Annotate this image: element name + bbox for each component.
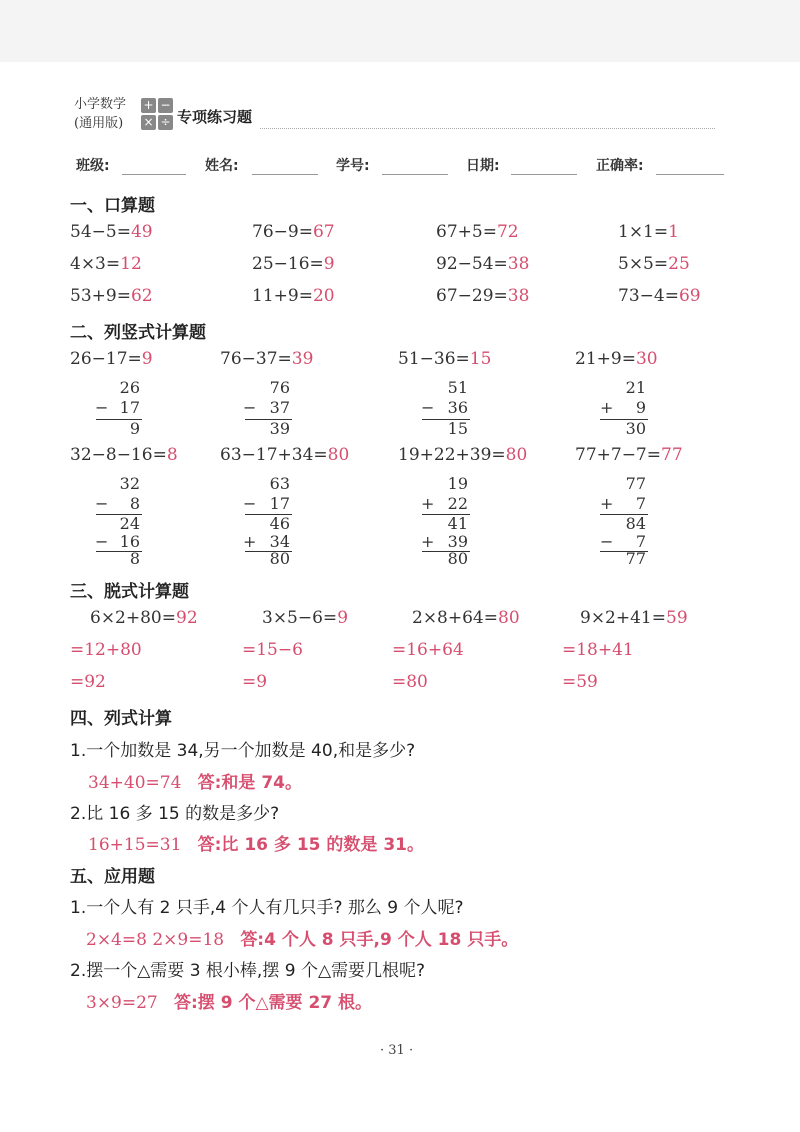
vertical-second: 8 bbox=[129, 494, 140, 513]
oral-item: 67−29=38 bbox=[436, 286, 530, 306]
stepwise-step: =18+41 bbox=[562, 640, 634, 660]
vertical-operator: − bbox=[600, 532, 614, 551]
oral-item: 76−9=67 bbox=[252, 222, 335, 242]
times-icon: × bbox=[141, 115, 156, 130]
accuracy-field[interactable] bbox=[656, 174, 724, 175]
oral-item: 25−16=9 bbox=[252, 254, 335, 274]
vertical-top: 76 bbox=[269, 378, 290, 397]
minus-icon: − bbox=[158, 98, 173, 113]
oral-item: 67+5=72 bbox=[436, 222, 519, 242]
vertical-result: 30 bbox=[625, 419, 646, 438]
oral-item: 53+9=62 bbox=[70, 286, 153, 306]
vertical-operator: − bbox=[95, 494, 109, 513]
operators-logo bbox=[141, 98, 173, 130]
vertical-third: 16 bbox=[119, 532, 140, 551]
equation-answer: 34+40=74 答:和是 74。 bbox=[88, 773, 302, 793]
vertical-equation: 76−37=39 bbox=[220, 349, 314, 369]
vertical-second: 7 bbox=[635, 494, 646, 513]
vertical-second: 36 bbox=[447, 398, 468, 417]
stepwise-step: =12+80 bbox=[70, 640, 142, 660]
equation-question: 1.一个加数是 34,另一个加数是 40,和是多少? bbox=[70, 741, 416, 761]
vertical-result: 8 bbox=[129, 549, 140, 568]
class-label: 班级: bbox=[76, 158, 110, 174]
vertical-operator: − bbox=[95, 532, 109, 551]
vertical-equation: 63−17+34=80 bbox=[220, 445, 350, 465]
section-oral: 一、口算题 bbox=[70, 196, 155, 216]
oral-item: 5×5=25 bbox=[618, 254, 690, 274]
subject-label: 小学数学 bbox=[74, 97, 127, 112]
section-vertical: 二、列竖式计算题 bbox=[70, 323, 206, 343]
equation-question: 2.比 16 多 15 的数是多少? bbox=[70, 804, 280, 824]
number-label: 学号: bbox=[336, 158, 370, 174]
stepwise-step: =16+64 bbox=[392, 640, 464, 660]
oral-item: 11+9=20 bbox=[252, 286, 335, 306]
section-word-problems: 五、应用题 bbox=[70, 867, 155, 887]
divide-icon: ÷ bbox=[158, 115, 173, 130]
vertical-equation: 21+9=30 bbox=[575, 349, 658, 369]
vertical-equation: 26−17=9 bbox=[70, 349, 153, 369]
vertical-result: 80 bbox=[447, 549, 468, 568]
vertical-top: 21 bbox=[625, 378, 646, 397]
number-field[interactable] bbox=[382, 174, 448, 175]
oral-item: 1×1=1 bbox=[618, 222, 679, 242]
word-answer: 2×4=8 2×9=18 答:4 个人 8 只手,9 个人 18 只手。 bbox=[86, 930, 519, 950]
vertical-partial: 24 bbox=[119, 514, 140, 533]
vertical-second: 9 bbox=[635, 398, 646, 417]
page-number: · 31 · bbox=[380, 1043, 414, 1058]
worksheet-title: 专项练习题 bbox=[177, 108, 253, 126]
vertical-operator: − bbox=[421, 398, 435, 417]
vertical-equation: 19+22+39=80 bbox=[398, 445, 528, 465]
stepwise-step: =92 bbox=[70, 672, 106, 692]
vertical-operator: + bbox=[243, 532, 257, 551]
stepwise-step: =80 bbox=[392, 672, 428, 692]
vertical-second: 17 bbox=[119, 398, 140, 417]
vertical-operator: − bbox=[243, 398, 257, 417]
date-label: 日期: bbox=[466, 158, 500, 174]
vertical-second: 22 bbox=[447, 494, 468, 513]
stepwise-step: =15−6 bbox=[242, 640, 303, 660]
name-field[interactable] bbox=[252, 174, 318, 175]
vertical-second: 17 bbox=[269, 494, 290, 513]
oral-item: 4×3=12 bbox=[70, 254, 142, 274]
word-question: 2.摆一个△需要 3 根小棒,摆 9 个△需要几根呢? bbox=[70, 961, 426, 981]
stepwise-step: =59 bbox=[562, 672, 598, 692]
stepwise-step: =9 bbox=[242, 672, 268, 692]
vertical-partial: 84 bbox=[625, 514, 646, 533]
vertical-result: 77 bbox=[625, 549, 646, 568]
section-equations: 四、列式计算 bbox=[70, 709, 172, 729]
vertical-operator: + bbox=[421, 494, 435, 513]
vertical-operator: + bbox=[600, 398, 614, 417]
stepwise-expression: 2×8+64=80 bbox=[412, 608, 520, 628]
edition-label: (通用版) bbox=[74, 116, 124, 131]
oral-item: 73−4=69 bbox=[618, 286, 701, 306]
header-divider bbox=[260, 128, 715, 129]
vertical-top: 26 bbox=[119, 378, 140, 397]
accuracy-label: 正确率: bbox=[596, 158, 644, 174]
vertical-equation: 77+7−7=77 bbox=[575, 445, 683, 465]
plus-icon: + bbox=[141, 98, 156, 113]
vertical-top: 19 bbox=[447, 474, 468, 493]
vertical-operator: − bbox=[95, 398, 109, 417]
vertical-top: 77 bbox=[625, 474, 646, 493]
vertical-operator: − bbox=[243, 494, 257, 513]
vertical-second: 37 bbox=[269, 398, 290, 417]
stepwise-expression: 9×2+41=59 bbox=[580, 608, 688, 628]
section-stepwise: 三、脱式计算题 bbox=[70, 582, 189, 602]
top-margin bbox=[0, 0, 800, 62]
word-answer: 3×9=27 答:摆 9 个△需要 27 根。 bbox=[86, 993, 373, 1013]
vertical-top: 51 bbox=[447, 378, 468, 397]
oral-item: 92−54=38 bbox=[436, 254, 530, 274]
vertical-equation: 32−8−16=8 bbox=[70, 445, 178, 465]
stepwise-expression: 3×5−6=9 bbox=[262, 608, 349, 628]
vertical-top: 63 bbox=[269, 474, 290, 493]
vertical-partial: 41 bbox=[447, 514, 468, 533]
oral-item: 54−5=49 bbox=[70, 222, 153, 242]
vertical-equation: 51−36=15 bbox=[398, 349, 492, 369]
vertical-result: 80 bbox=[269, 549, 290, 568]
vertical-operator: + bbox=[421, 532, 435, 551]
vertical-result: 15 bbox=[447, 419, 468, 438]
vertical-partial: 46 bbox=[269, 514, 290, 533]
vertical-operator: + bbox=[600, 494, 614, 513]
equation-answer: 16+15=31 答:比 16 多 15 的数是 31。 bbox=[88, 835, 424, 855]
vertical-third: 7 bbox=[635, 532, 646, 551]
name-label: 姓名: bbox=[205, 158, 239, 174]
stepwise-expression: 6×2+80=92 bbox=[90, 608, 198, 628]
class-field[interactable] bbox=[122, 174, 186, 175]
word-question: 1.一个人有 2 只手,4 个人有几只手? 那么 9 个人呢? bbox=[70, 898, 464, 918]
date-field[interactable] bbox=[511, 174, 577, 175]
vertical-third: 39 bbox=[447, 532, 468, 551]
vertical-third: 34 bbox=[269, 532, 290, 551]
vertical-result: 39 bbox=[269, 419, 290, 438]
vertical-top: 32 bbox=[119, 474, 140, 493]
vertical-result: 9 bbox=[129, 419, 140, 438]
